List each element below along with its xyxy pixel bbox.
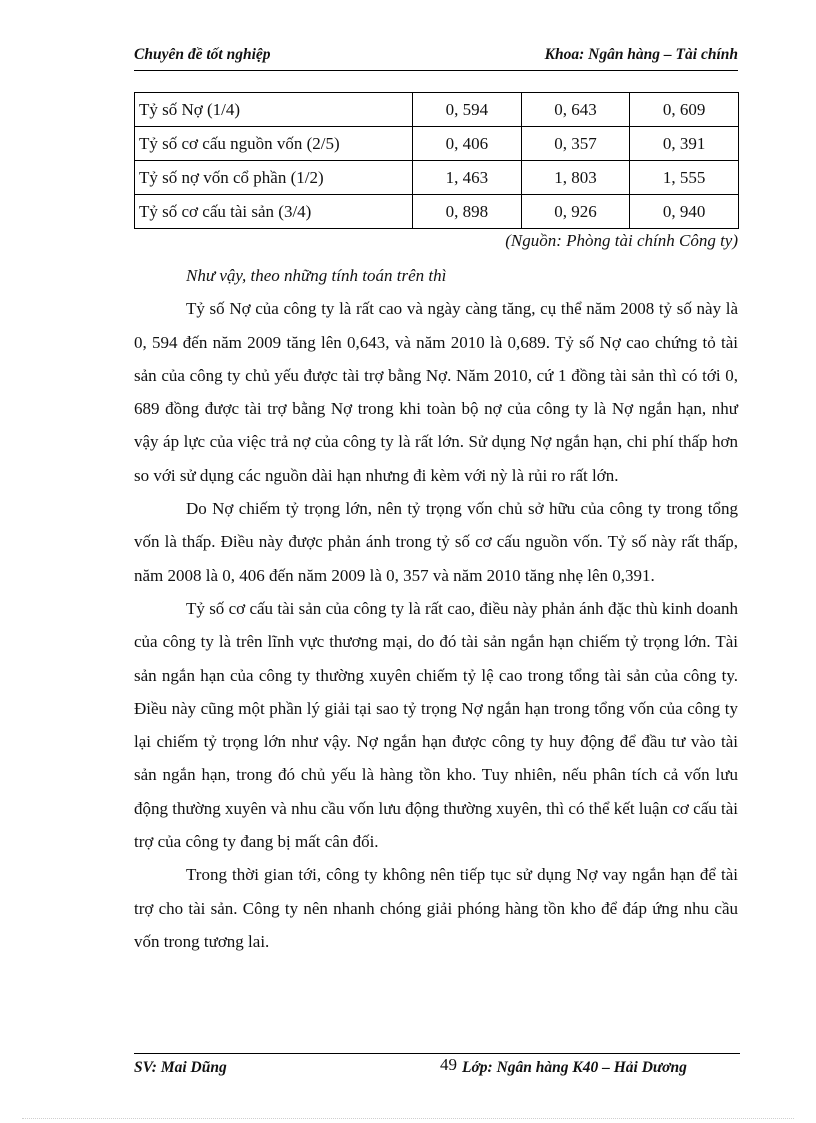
value-cell: 0, 594: [412, 93, 521, 127]
value-cell: 1, 555: [630, 161, 739, 195]
row-label: Tỷ số cơ cấu nguồn vốn (2/5): [135, 127, 413, 161]
row-label: Tỷ số nợ vốn cổ phần (1/2): [135, 161, 413, 195]
row-label: Tỷ số Nợ (1/4): [135, 93, 413, 127]
table-row: [135, 195, 739, 229]
paragraph: Tỷ số cơ cấu tài sản của công ty là rất cao, điều này phản ánh đặc thù kinh doanh của công ty là trên lĩnh vực thương mại, do đó tài sản ngắn hạn chiếm tỷ trọng lớn. Tài sản ngắn hạn của công ty thường xuyên chiếm tỷ lệ cao trong tổng tài sản của công ty. Điều này cũng một phần lý giải tại sao tỷ trọng Nợ ngắn hạn trong tổng vốn của công ty lại chiếm tỷ trọng lớn như vậy. Nợ ngắn hạn được công ty huy động để đầu tư vào tài sản ngắn hạn, trong đó chủ yếu là hàng tồn kho. Tuy nhiên, nếu phân tích cả vốn lưu động thường xuyên và nhu cầu vốn lưu động thường xuyên, thì có thể kết luận cơ cấu tài trợ của công ty đang bị mất cân đối.: [134, 598, 738, 852]
row-label: Tỷ số cơ cấu tài sản (3/4): [135, 195, 413, 229]
footer-student: SV: Mai Dũng: [134, 1059, 227, 1076]
header-title: Chuyên đề tốt nghiệp: [134, 46, 271, 63]
page-header: [134, 44, 738, 71]
paragraph: Do Nợ chiếm tỷ trọng lớn, nên tỷ trọng vốn chủ sở hữu của công ty trong tổng vốn là thấp. Điều này được phản ánh trong tỷ số cơ cấu nguồn vốn. Tỷ số này rất thấp, năm 2008 là 0, 406 đến năm 2009 là 0, 357 và năm 2010 tăng nhẹ lên 0,391.: [134, 499, 738, 585]
page-number: 49: [440, 1055, 457, 1074]
paragraph: Tỷ số Nợ của công ty là rất cao và ngày càng tăng, cụ thể năm 2008 tỷ số này là 0, 594 đến năm 2009 tăng lên 0,643, và năm 2010 là 0,689. Tỷ số Nợ cao chứng tỏ tài sản của công ty chủ yếu được tài trợ bằng Nợ. Năm 2010, cứ 1 đồng tài sản thì có tới 0, 689 đồng được tài trợ bằng Nợ trong khi toàn bộ nợ của công ty là Nợ ngắn hạn, như vậy áp lực của việc trả nợ của công ty là rất lớn. Sử dụng Nợ ngắn hạn, chi phí thấp hơn so với sử dụng các nguồn dài hạn nhưng đi kèm với nỳ là rủi ro rất lớn.: [134, 299, 738, 485]
value-cell: 0, 357: [521, 127, 630, 161]
table-source-note: (Nguồn: Phòng tài chính Công ty): [505, 231, 738, 250]
page-edge-divider: [22, 1118, 794, 1119]
paragraph: Trong thời gian tới, công ty không nên tiếp tục sử dụng Nợ vay ngắn hạn để tài trợ cho tài sản. Công ty nên nhanh chóng giải phóng hàng tồn kho để đáp ứng nhu cầu vốn trong tương lai.: [134, 865, 738, 951]
header-department: Khoa: Ngân hàng – Tài chính: [544, 46, 738, 63]
footer-class: Lớp: Ngân hàng K40 – Hải Dương: [462, 1059, 687, 1076]
value-cell: 0, 926: [521, 195, 630, 229]
value-cell: 1, 803: [521, 161, 630, 195]
value-cell: 0, 643: [521, 93, 630, 127]
table-row: [135, 161, 739, 195]
table-row: [135, 127, 739, 161]
intro-paragraph: Như vậy, theo những tính toán trên thì: [186, 266, 447, 285]
table-row: [135, 93, 739, 127]
value-cell: 0, 391: [630, 127, 739, 161]
body-text: [134, 259, 738, 958]
financial-ratios-table: [134, 92, 739, 229]
value-cell: 0, 940: [630, 195, 739, 229]
page-footer: [134, 1053, 740, 1080]
value-cell: 0, 898: [412, 195, 521, 229]
value-cell: 0, 609: [630, 93, 739, 127]
value-cell: 0, 406: [412, 127, 521, 161]
value-cell: 1, 463: [412, 161, 521, 195]
